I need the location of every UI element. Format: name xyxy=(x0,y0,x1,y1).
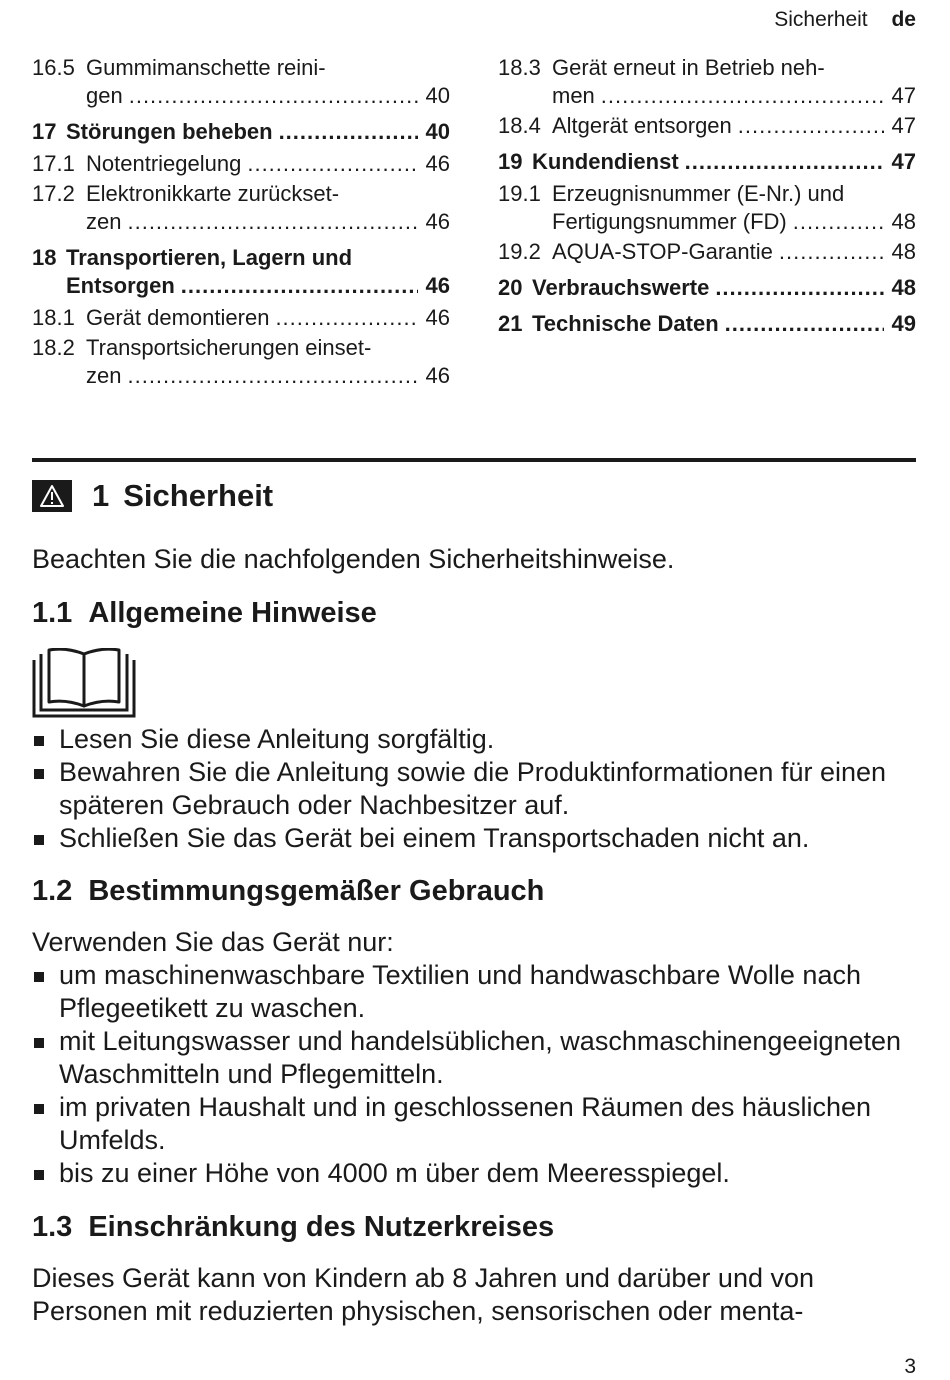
toc-entry-number: 18.1 xyxy=(32,305,75,330)
subsection-heading-1-1 xyxy=(32,597,377,630)
bullet-item: Bewahren Sie die Anleitung sowie die Produktinformationen für einen späteren Gebrauch oder Nachbesitzer auf. xyxy=(32,756,916,822)
toc-entry xyxy=(32,244,450,300)
toc-entry-title: zen xyxy=(86,209,122,234)
toc-leader-dots xyxy=(279,118,418,146)
toc-leader-dots xyxy=(129,82,418,110)
subsection-number: 1.2 xyxy=(32,875,73,907)
toc-entry-title: Gummimanschette reini- xyxy=(86,55,326,80)
toc-entry-title: men xyxy=(552,83,595,108)
toc-entry-number: 16.5 xyxy=(32,55,75,80)
bullet-list-usage xyxy=(32,959,916,1190)
toc-entry xyxy=(32,180,450,236)
section-number: 1 xyxy=(92,478,110,513)
toc-leader-dots xyxy=(127,208,418,236)
toc-entry-number: 17.1 xyxy=(32,151,75,176)
toc-entry-page: 48 xyxy=(891,209,916,234)
toc-entry xyxy=(32,334,450,390)
toc-entry-page: 40 xyxy=(425,119,450,144)
section-title: Sicherheit xyxy=(123,478,274,513)
subsection-number: 1.3 xyxy=(32,1211,73,1243)
section-heading xyxy=(32,478,273,514)
toc-entry-page: 46 xyxy=(425,273,450,298)
subsection-title: Allgemeine Hinweise xyxy=(88,597,377,629)
toc-entry xyxy=(32,150,450,178)
toc-column-right xyxy=(498,54,916,342)
toc-entry-title: zen xyxy=(86,363,122,388)
bullet-item: im privaten Haushalt und in geschlossenen Räumen des häuslichen Umfelds. xyxy=(32,1091,916,1157)
toc-entry-title: Störungen beheben xyxy=(66,119,273,144)
subsection-title: Einschränkung des Nutzerkreises xyxy=(88,1211,555,1243)
toc-entry-title: Elektronikkarte zurückset- xyxy=(86,181,340,206)
bullet-item: bis zu einer Höhe von 4000 m über dem Meeresspiegel. xyxy=(32,1157,916,1190)
section-divider xyxy=(32,458,916,462)
toc-entry-title: Technische Daten xyxy=(532,311,719,336)
subsection-title: Bestimmungsgemäßer Gebrauch xyxy=(88,875,545,907)
toc-entry-page: 47 xyxy=(891,113,916,138)
toc-leader-dots xyxy=(601,82,884,110)
toc-entry xyxy=(498,112,916,140)
toc-entry-page: 40 xyxy=(425,83,450,108)
toc-leader-dots xyxy=(738,112,884,140)
toc-entry-number: 18 xyxy=(32,245,57,270)
toc-entry xyxy=(498,54,916,110)
toc-entry-title: Kundendienst xyxy=(532,149,679,174)
toc-entry-number: 19.1 xyxy=(498,181,541,206)
running-header xyxy=(774,8,916,32)
toc-entry-page: 47 xyxy=(891,149,916,174)
toc-entry xyxy=(32,118,450,146)
toc-entry-number: 19.2 xyxy=(498,239,541,264)
bullet-item: Lesen Sie diese Anleitung sorgfältig. xyxy=(32,723,916,756)
toc-entry-number: 19 xyxy=(498,149,523,174)
toc-leader-dots xyxy=(725,310,884,338)
bullet-item: um maschinenwaschbare Textilien und handwaschbare Wolle nach Pflegeetikett zu waschen. xyxy=(32,959,916,1025)
toc-entry-number: 17.2 xyxy=(32,181,75,206)
toc-entry-title: Notentriegelung xyxy=(86,151,242,176)
section-intro: Beachten Sie die nachfolgenden Sicherheitshinweise. xyxy=(32,544,675,574)
toc-entry-page: 46 xyxy=(425,209,450,234)
toc-entry-title: Gerät demontieren xyxy=(86,305,270,330)
header-section: Sicherheit xyxy=(774,8,868,31)
toc-entry-page: 47 xyxy=(891,83,916,108)
toc-entry-title: Erzeugnisnummer (E-Nr.) und xyxy=(552,181,845,206)
toc-entry-title: AQUA-STOP-Garantie xyxy=(552,239,773,264)
toc-entry xyxy=(498,274,916,302)
toc-entry-number: 17 xyxy=(32,119,57,144)
toc-entry-page: 48 xyxy=(891,239,916,264)
toc-entry-title: gen xyxy=(86,83,123,108)
manual-book-icon xyxy=(32,648,136,723)
toc-entry-page: 48 xyxy=(891,275,916,300)
toc-entry-number: 18.3 xyxy=(498,55,541,80)
toc-entry xyxy=(498,180,916,236)
toc-entry-title: Gerät erneut in Betrieb neh- xyxy=(552,55,825,80)
subsection-heading-1-2 xyxy=(32,875,544,908)
toc-leader-dots xyxy=(247,150,418,178)
toc-column-left xyxy=(32,54,450,392)
toc-entry xyxy=(32,54,450,110)
bullet-item: Schließen Sie das Gerät bei einem Transportschaden nicht an. xyxy=(32,822,916,855)
warning-icon xyxy=(32,480,72,512)
user-restriction-text: Dieses Gerät kann von Kindern ab 8 Jahren und darüber und von Personen mit reduzierten physischen, sensorischen oder menta- xyxy=(32,1263,815,1326)
usage-intro: Verwenden Sie das Gerät nur: xyxy=(32,927,394,957)
toc-entry xyxy=(498,310,916,338)
toc-entry-page: 46 xyxy=(425,363,450,388)
toc-leader-dots xyxy=(685,148,884,176)
subsection-number: 1.1 xyxy=(32,597,73,629)
toc-entry-title: Transportieren, Lagern und xyxy=(66,245,353,270)
toc-entry-title: Transportsicherungen einset- xyxy=(86,335,372,360)
toc-entry-page: 49 xyxy=(891,311,916,336)
toc-entry xyxy=(498,148,916,176)
toc-entry-page: 46 xyxy=(425,151,450,176)
bullet-list-general xyxy=(32,723,916,855)
toc-entry xyxy=(498,238,916,266)
toc-entry-number: 18.2 xyxy=(32,335,75,360)
toc-entry-number: 18.4 xyxy=(498,113,541,138)
toc-leader-dots xyxy=(275,304,418,332)
page-number: 3 xyxy=(904,1355,916,1378)
toc-entry-number: 21 xyxy=(498,311,523,336)
header-language: de xyxy=(891,8,916,31)
toc-entry-title: Altgerät entsorgen xyxy=(552,113,732,138)
toc-leader-dots xyxy=(779,238,884,266)
toc-leader-dots xyxy=(181,272,418,300)
toc-entry-title: Fertigungsnummer (FD) xyxy=(552,209,787,234)
toc-entry-title: Verbrauchswerte xyxy=(532,275,710,300)
toc-leader-dots xyxy=(127,362,418,390)
toc-leader-dots xyxy=(715,274,884,302)
toc-entry-title: Entsorgen xyxy=(66,273,175,298)
toc-entry xyxy=(32,304,450,332)
subsection-heading-1-3 xyxy=(32,1211,554,1244)
toc-entry-page: 46 xyxy=(425,305,450,330)
bullet-item: mit Leitungswasser und handelsüblichen, waschmaschinengeeigneten Waschmitteln und Pflegemitteln. xyxy=(32,1025,916,1091)
toc-leader-dots xyxy=(793,208,884,236)
toc-entry-number: 20 xyxy=(498,275,523,300)
